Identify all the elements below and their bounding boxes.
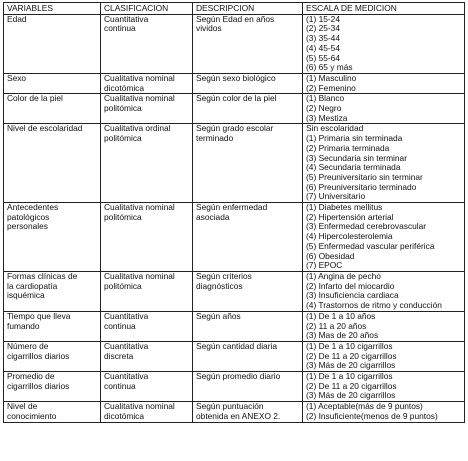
header-escala: ESCALA DE MEDICION <box>303 3 465 15</box>
clasificacion-cell <box>101 73 193 93</box>
escala-cell <box>303 94 465 124</box>
descripcion-line: vividos <box>196 23 222 34</box>
escala-line: (3) Insuficiencia cardiaca <box>306 290 399 301</box>
variable-cell <box>4 341 101 371</box>
variable-line: cigarrillos diarios <box>7 380 70 391</box>
descripcion-cell <box>193 271 303 311</box>
variable-cell <box>4 73 101 93</box>
descripcion-line: Según enfermedad <box>196 202 268 213</box>
escala-line: (5) Preuniversitario sin terminar <box>306 171 423 182</box>
variable-line: cigarrillos diarios <box>7 350 70 361</box>
escala-line: (3) Enfermedad cerebrovascular <box>306 221 427 232</box>
escala-line: (2) Infarto del miocardio <box>306 280 395 291</box>
variable-cell <box>4 271 101 311</box>
header-row <box>4 3 465 15</box>
clasificacion-line: Cualitativa nominal <box>104 73 175 83</box>
table-row <box>4 341 465 371</box>
escala-line: (2) Negro <box>306 103 342 114</box>
clasificacion-cell <box>101 311 193 341</box>
escala-line: (1) Angina de pecho <box>306 271 381 281</box>
escala-line: (6) 65 y más <box>306 62 353 73</box>
escala-line: (6) Preuniversitario terminado <box>306 181 417 192</box>
variable-cell <box>4 94 101 124</box>
escala-cell <box>303 124 465 203</box>
escala-cell <box>303 14 465 73</box>
escala-line: (2) Insuficiente(menos de 9 puntos) <box>306 410 438 421</box>
descripcion-line: Según cantidad diaria <box>196 341 278 351</box>
clasificacion-line: politómica <box>104 133 142 144</box>
escala-line: (2) Primaria terminada <box>306 142 390 153</box>
variable-line: isquémica <box>7 290 45 301</box>
variable-line: Nivel de <box>7 401 38 412</box>
descripcion-cell <box>193 402 303 422</box>
variable-line: Sexo <box>7 73 27 83</box>
variable-cell <box>4 124 101 203</box>
clasificacion-line: Cualitativa nominal <box>104 401 175 412</box>
clasificacion-cell <box>101 271 193 311</box>
table-row <box>4 14 465 73</box>
escala-line: (7) EPOC <box>306 260 343 271</box>
header-descripcion: DESCRIPCION <box>193 3 303 15</box>
escala-line: (3) Secundaria sin terminar <box>306 152 408 163</box>
descripcion-line: Según Edad en años <box>196 14 275 24</box>
table-row <box>4 124 465 203</box>
clasificacion-line: Cualitativa nominal <box>104 202 175 213</box>
variable-line: Número de <box>7 341 49 351</box>
escala-cell <box>303 341 465 371</box>
escala-cell <box>303 203 465 272</box>
descripcion-cell <box>193 341 303 371</box>
clasificacion-cell <box>101 124 193 203</box>
escala-line: (2) De 11 a 20 cigarrillos <box>306 350 397 361</box>
escala-cell <box>303 372 465 402</box>
escala-line: (1) De 1 a 10 cigarrillos <box>306 341 393 351</box>
descripcion-cell <box>193 311 303 341</box>
variable-line: Nivel de escolaridad <box>7 123 83 134</box>
escala-line: (1) De 1 a 10 años <box>306 311 376 321</box>
table-row <box>4 94 465 124</box>
clasificacion-line: continua <box>104 320 136 331</box>
escala-line: (2) Femenino <box>306 82 356 93</box>
descripcion-cell <box>193 372 303 402</box>
escala-line: (1) 15-24 <box>306 14 340 24</box>
escala-line: (1) Blanco <box>306 93 345 104</box>
variable-line: Formas clínicas de <box>7 271 78 281</box>
clasificacion-line: continua <box>104 23 136 34</box>
clasificacion-line: discreta <box>104 350 134 361</box>
clasificacion-line: dicotómica <box>104 410 145 421</box>
variables-table <box>3 2 465 423</box>
variable-line: Promedio de <box>7 371 55 382</box>
variable-cell <box>4 311 101 341</box>
table-row <box>4 402 465 422</box>
clasificacion-cell <box>101 341 193 371</box>
clasificacion-line: politómica <box>104 103 142 114</box>
table-row <box>4 73 465 93</box>
escala-line: (2) 11 a 20 años <box>306 320 367 331</box>
clasificacion-cell <box>101 94 193 124</box>
descripcion-line: Según sexo biológico <box>196 73 276 83</box>
descripcion-line: Según grado escolar <box>196 123 274 134</box>
escala-line: Sin escolaridad <box>306 123 364 134</box>
escala-cell <box>303 311 465 341</box>
variable-cell <box>4 372 101 402</box>
escala-line: (4) 45-54 <box>306 42 340 53</box>
escala-cell <box>303 73 465 93</box>
descripcion-line: Según años <box>196 311 241 321</box>
escala-line: (1) Diabetes mellitus <box>306 202 383 213</box>
clasificacion-cell <box>101 203 193 272</box>
descripcion-line: terminado <box>196 133 234 144</box>
clasificacion-line: dicotómica <box>104 82 145 93</box>
escala-line: (2) Hipertensión arterial <box>306 211 394 222</box>
table-row <box>4 203 465 272</box>
escala-line: (3) 35-44 <box>306 33 340 44</box>
escala-line: (4) Secundaria terminada <box>306 162 401 173</box>
descripcion-line: Según promedio diario <box>196 371 281 382</box>
clasificacion-cell <box>101 14 193 73</box>
escala-line: (6) Obesidad <box>306 250 355 261</box>
escala-line: (5) 55-64 <box>306 52 340 63</box>
escala-line: (3) Más de 20 cigarrillos <box>306 360 396 371</box>
descripcion-line: Según puntuación <box>196 401 264 412</box>
variable-cell <box>4 14 101 73</box>
variable-line: Antecedentes <box>7 202 59 213</box>
clasificacion-line: Cuantitativa <box>104 311 149 321</box>
escala-line: (3) Más de 20 cigarrillos <box>306 390 396 401</box>
clasificacion-line: Cualitativa nominal <box>104 271 175 281</box>
variable-line: Edad <box>7 14 27 24</box>
escala-line: (3) Mas de 20 años <box>306 330 379 341</box>
clasificacion-line: Cuantitativa <box>104 341 149 351</box>
clasificacion-line: politómica <box>104 211 142 222</box>
variable-line: patológicos <box>7 211 50 222</box>
variable-line: Color de la piel <box>7 93 63 104</box>
escala-line: (7) Universitario <box>306 191 366 202</box>
variable-line: la cardiopatía <box>7 280 58 291</box>
variable-cell <box>4 402 101 422</box>
escala-cell <box>303 402 465 422</box>
clasificacion-line: politómica <box>104 280 142 291</box>
variable-line: fumando <box>7 320 40 331</box>
clasificacion-cell <box>101 402 193 422</box>
variable-line: conocimiento <box>7 410 57 421</box>
escala-line: (5) Enfermedad vascular periférica <box>306 240 435 251</box>
escala-line: (2) De 11 a 20 cigarrillos <box>306 380 397 391</box>
escala-line: (4) Trastornos de ritmo y conducción <box>306 300 442 311</box>
descripcion-cell <box>193 94 303 124</box>
descripcion-line: obtenida en ANEXO 2. <box>196 410 281 421</box>
descripcion-cell <box>193 73 303 93</box>
clasificacion-line: Cualitativa nominal <box>104 93 175 104</box>
table-row <box>4 372 465 402</box>
descripcion-line: asociada <box>196 211 230 222</box>
escala-cell <box>303 271 465 311</box>
descripcion-line: Según criterios <box>196 271 252 281</box>
table-row <box>4 311 465 341</box>
table-body <box>4 14 465 422</box>
clasificacion-line: continua <box>104 380 136 391</box>
clasificacion-line: Cuantitativa <box>104 371 149 382</box>
clasificacion-cell <box>101 372 193 402</box>
clasificacion-line: Cuantitativa <box>104 14 149 24</box>
escala-line: (1) De 1 a 10 cigarrillos <box>306 371 393 382</box>
escala-line: (1) Masculino <box>306 73 357 83</box>
variable-line: personales <box>7 221 48 232</box>
escala-line: (2) 25-34 <box>306 23 340 34</box>
header-variables: VARIABLES <box>4 3 101 15</box>
escala-line: (1) Primaria sin terminada <box>306 133 403 144</box>
escala-line: (3) Mestiza <box>306 112 348 123</box>
clasificacion-line: Cualitativa ordinal <box>104 123 171 134</box>
header-clasificacion: CLASIFICACION <box>101 3 193 15</box>
descripcion-cell <box>193 124 303 203</box>
escala-line: (1) Aceptable(más de 9 puntos) <box>306 401 423 412</box>
descripcion-line: Según color de la piel <box>196 93 277 104</box>
escala-line: (4) Hipercolesterolemia <box>306 231 393 242</box>
descripcion-cell <box>193 203 303 272</box>
descripcion-line: diagnósticos <box>196 280 243 291</box>
descripcion-cell <box>193 14 303 73</box>
variable-cell <box>4 203 101 272</box>
table-row <box>4 271 465 311</box>
variable-line: Tiempo que lleva <box>7 311 71 321</box>
